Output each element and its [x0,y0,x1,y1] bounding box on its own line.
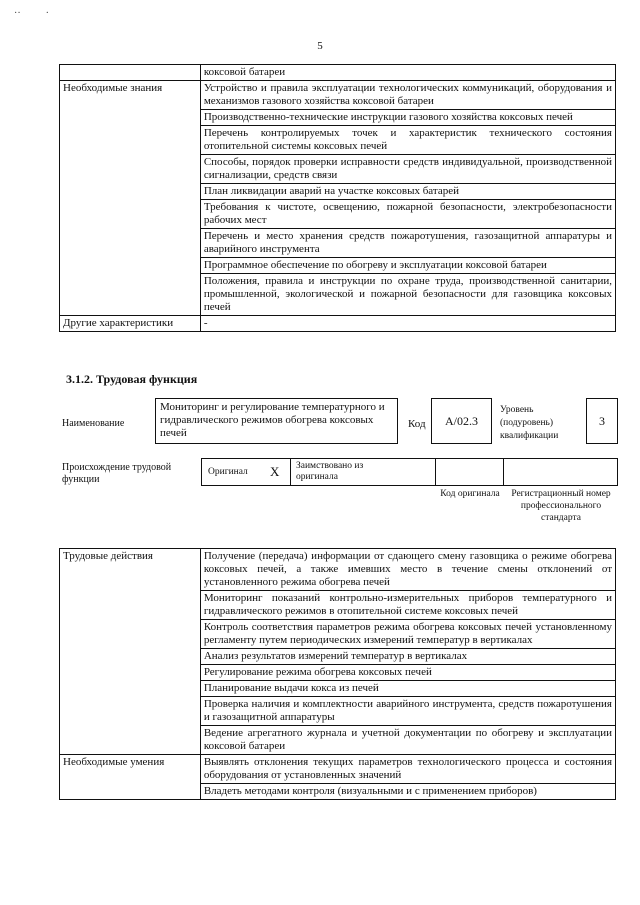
origin-row [201,458,618,486]
original-label: Оригинал [208,467,248,477]
knowledge-table [59,64,616,332]
other-label: Другие характеристики [60,316,201,332]
function-name: Мониторинг и регулирование температурного и гидравлического режимов обогрева коксовых печей [160,401,385,439]
knowledge-item: Требования к чистоте, освещению, пожарной безопасности, электробезопасности рабочих мест [200,200,615,229]
action-item: Получение (передача) информации от сдающего смену газовщика о режиме обогрева коксовых печей, а также имевших место в течение смены отклонений от установленного режима обогрева печей [200,549,615,591]
table-cell: коксовой батареи [200,65,615,81]
table-row [60,316,616,332]
skills-label: Необходимые умения [60,755,201,800]
knowledge-item: Способы, порядок проверки исправности средств индивидуальной, производственной сигнализации, средств связи [200,155,615,184]
action-item: Проверка наличия и комплектности аварийного инструмента, средств пожаротушения и газозащитной аппаратуры [200,697,615,726]
knowledge-label: Необходимые знания [60,81,201,316]
code-label: Код [408,418,426,430]
knowledge-item: План ликвидации аварий на участке коксовых батарей [200,184,615,200]
name-label: Наименование [62,418,125,429]
level-value: 3 [599,414,605,428]
table-row [60,81,616,110]
code-box [431,398,492,444]
level-label: Уровень (подуровень) квалификации [500,405,559,441]
origin-divider [503,458,504,486]
skill-item: Выявлять отклонения текущих параметров технологического процесса и состояния оборудования от установленных значений [200,755,615,784]
action-item: Регулирование режима обогрева коксовых печей [200,665,615,681]
section-title: 3.1.2. Трудовая функция [66,372,198,386]
action-item: Анализ результатов измерений температур в вертикалах [200,649,615,665]
knowledge-item: Перечень и место хранения средств пожаротушения, газозащитной аппаратуры и аварийного инструмента [200,229,615,258]
table-cell-empty [60,65,201,81]
origin-divider [290,458,291,486]
knowledge-item: Положения, правила и инструкции по охране труда, производственной санитарии, промышленной, экологической и пожарной безопасности для газовщика коксовых печей [200,274,615,316]
actions-label: Трудовые действия [60,549,201,755]
skill-item: Владеть методами контроля (визуальными и с применением приборов) [200,784,615,800]
table-row [60,755,616,784]
knowledge-item: Перечень контролируемых точек и характеристик технического состояния отопительной системы коксовых печей [200,126,615,155]
knowledge-item: Программное обеспечение по обогреву и эксплуатации коксовой батареи [200,258,615,274]
scan-dots: ·· · [14,8,49,19]
origin-label: Происхождение трудовой функции [62,462,172,485]
action-item: Контроль соответствия параметров режима обогрева коксовых печей установленному регламенту путем периодических измерений температур в вертикалах [200,620,615,649]
code-value: А/02.3 [445,414,478,428]
reg-caption: Регистрационный номер профессионального стандарта [511,489,611,523]
original-mark: X [270,464,280,479]
function-name-box [155,398,398,444]
action-item: Планирование выдачи кокса из печей [200,681,615,697]
action-item: Ведение агрегатного журнала и учетной документации по обогреву и эксплуатации коксовой батареи [200,726,615,755]
knowledge-item: Устройство и правила эксплуатации технологических коммуникаций, оборудования и механизмов газового хозяйства коксовой батареи [200,81,615,110]
action-item: Мониторинг показаний контрольно-измерительных приборов температурного и гидравлического режимов в отопительной системе коксовых печей [200,591,615,620]
borrowed-label: Заимствовано из оригинала [296,461,364,482]
code-caption: Код оригинала [440,489,500,499]
knowledge-item: Производственно-технические инструкции газового хозяйства коксовых печей [200,110,615,126]
actions-table [59,548,616,800]
table-row [60,549,616,591]
other-value: - [200,316,615,332]
level-box [586,398,618,444]
page-number: 5 [317,40,323,52]
table-row [60,65,616,81]
origin-divider [435,458,436,486]
